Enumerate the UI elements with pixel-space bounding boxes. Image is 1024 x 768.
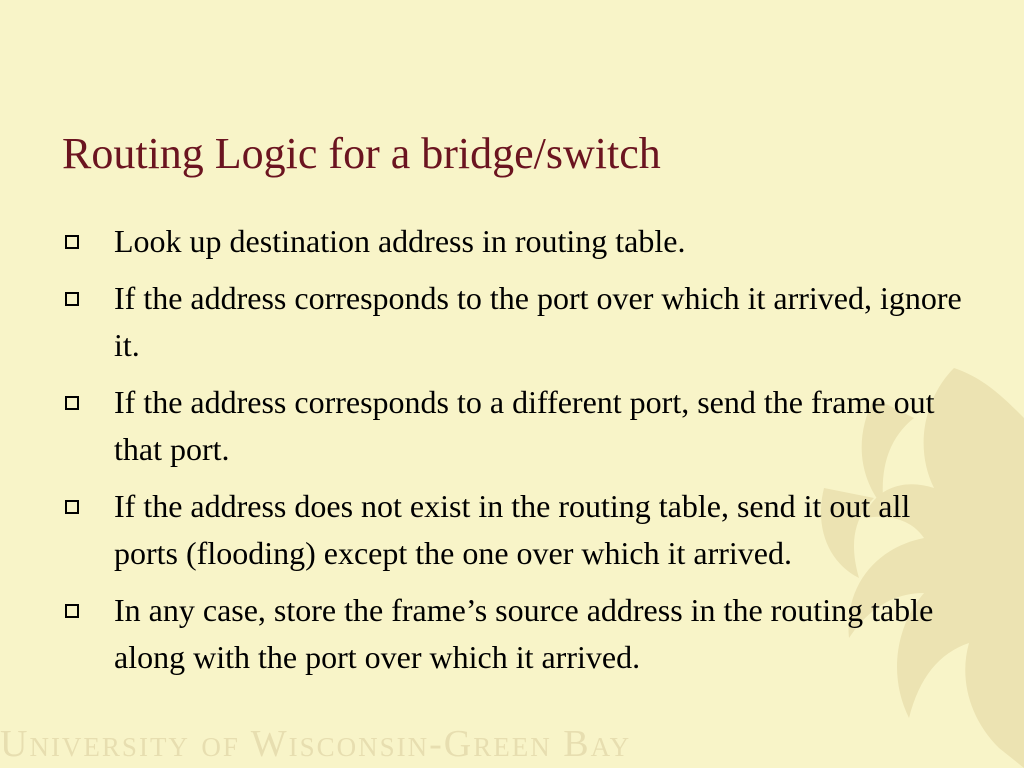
bullet-item — [62, 483, 972, 577]
bullet-text: In any case, store the frame’s source address in the routing table along with the port over which it arrived. — [114, 592, 934, 675]
hollow-square-icon — [65, 604, 79, 618]
bullet-item — [62, 379, 972, 473]
bullet-text: If the address does not exist in the routing table, send it out all ports (flooding) except the one over which it arrived. — [114, 488, 911, 571]
slide-title: Routing Logic for a bridge/switch — [62, 129, 661, 178]
hollow-square-icon — [65, 396, 79, 410]
bullet-text: If the address corresponds to a different port, send the frame out that port. — [114, 384, 935, 467]
bullet-item — [62, 587, 972, 681]
bullet-item — [62, 275, 972, 369]
university-footer: University of Wisconsin-Green Bay — [0, 723, 632, 765]
bullet-text: Look up destination address in routing table. — [114, 223, 686, 259]
hollow-square-icon — [65, 292, 79, 306]
bullet-list — [62, 218, 972, 691]
hollow-square-icon — [65, 235, 79, 249]
bullet-item — [62, 218, 972, 265]
hollow-square-icon — [65, 500, 79, 514]
bullet-text: If the address corresponds to the port over which it arrived, ignore it. — [114, 280, 962, 363]
